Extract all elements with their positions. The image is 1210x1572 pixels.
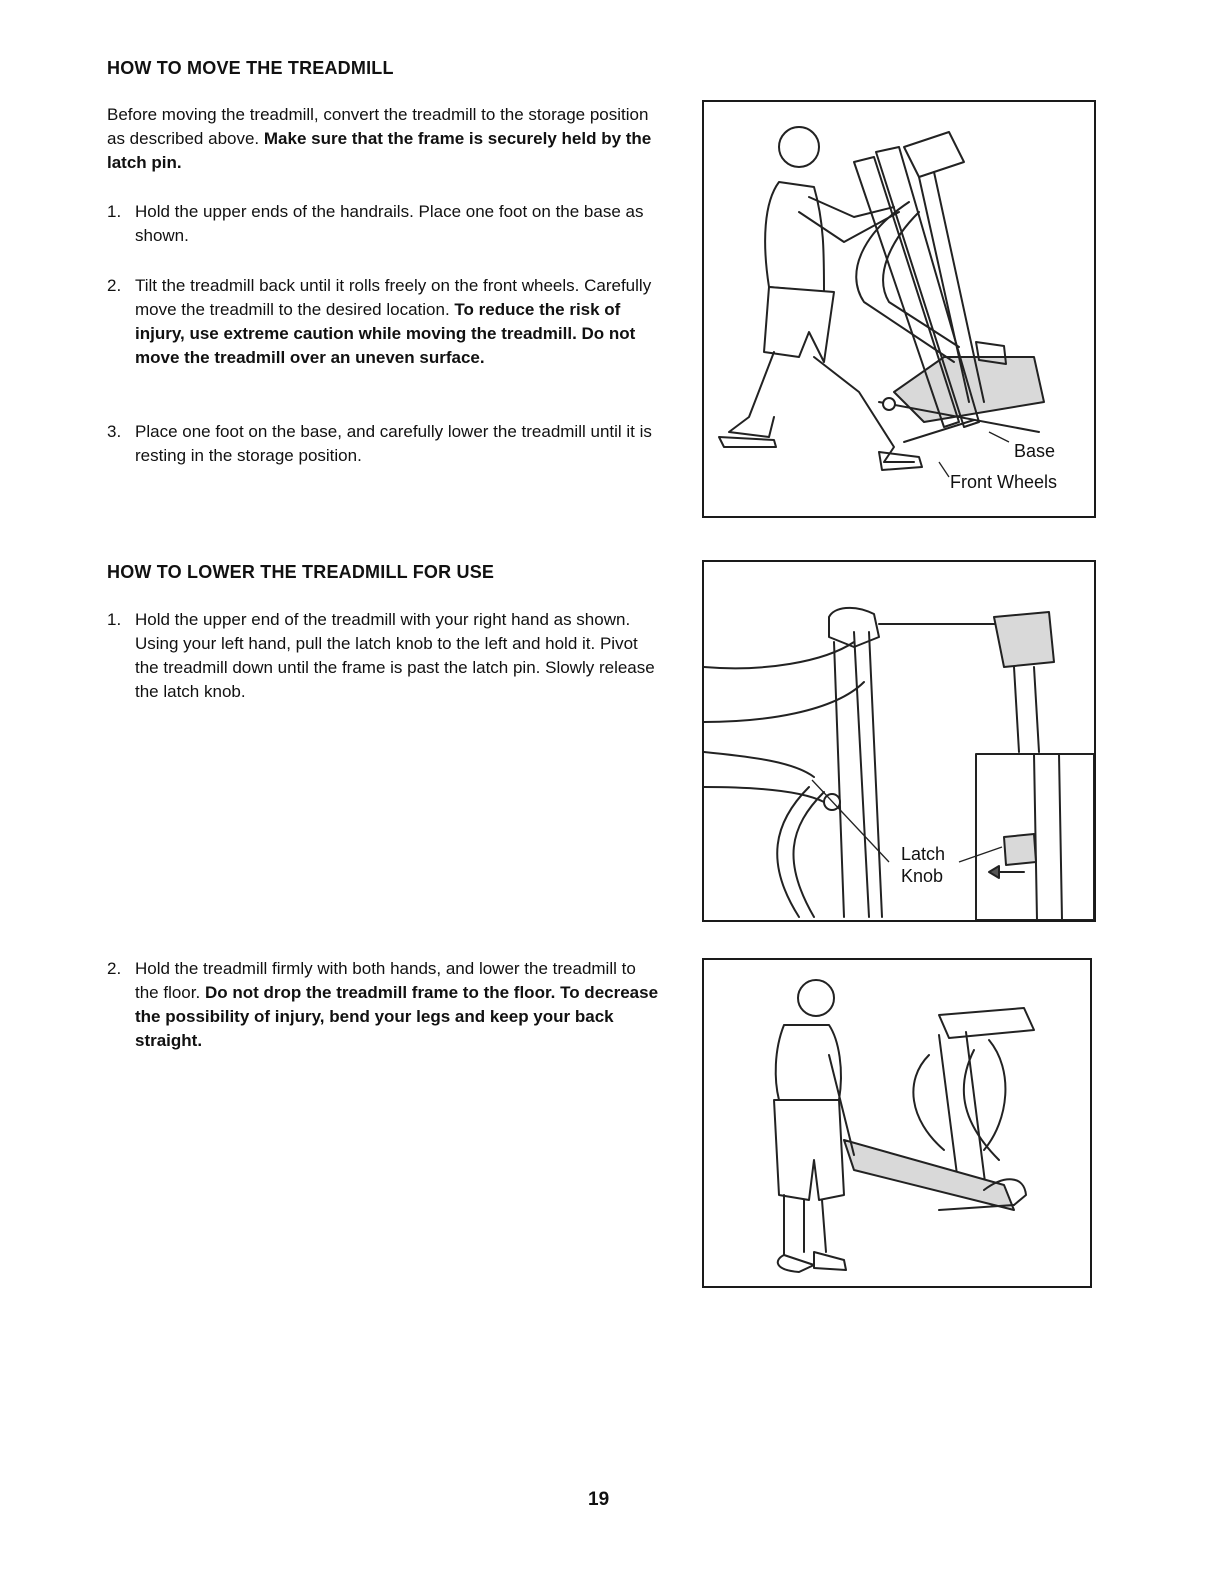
- intro-warning: Make sure that the frame is securely held by the latch pin.: [107, 129, 652, 172]
- figure-lowering-treadmill: [702, 958, 1092, 1288]
- intro-text: Before moving the treadmill, convert the treadmill to the storage position as described above.: [107, 105, 649, 148]
- step-number: 2.: [107, 276, 122, 295]
- figure-moving-treadmill: [702, 100, 1096, 518]
- figure-latch-knob: [702, 560, 1096, 922]
- step-move-1: [135, 200, 660, 248]
- step-lower-2: [135, 957, 660, 1053]
- illustration-person-lowering-treadmill: [704, 960, 1090, 1286]
- section-heading-lower: HOW TO LOWER THE TREADMILL FOR USE: [107, 562, 495, 582]
- step-number: 1.: [107, 202, 122, 221]
- step-move-2: [135, 274, 660, 370]
- step-text: Tilt the treadmill back until it rolls freely on the front wheels. Carefully move the treadmill to the desired location.: [135, 276, 652, 319]
- label-knob-line: Knob: [901, 866, 944, 886]
- step-text: Place one foot on the base, and carefully lower the treadmill until it is resting in the storage position.: [135, 422, 652, 465]
- step-number: 2.: [107, 959, 122, 978]
- section-heading-move: HOW TO MOVE THE TREADMILL: [107, 58, 394, 78]
- intro-paragraph: [107, 103, 667, 175]
- step-number: 1.: [107, 610, 122, 629]
- step-warning: To reduce the risk of injury, use extreme caution while moving the treadmill. Do not move the treadmill over an uneven surface.: [135, 300, 636, 367]
- step-number: 3.: [107, 422, 122, 441]
- label-latch-line: Latch: [901, 844, 946, 864]
- label-latch-knob: [901, 843, 971, 887]
- illustration-latch-knob: [704, 562, 1094, 920]
- step-text: Hold the upper ends of the handrails. Place one foot on the base as shown.: [135, 202, 644, 245]
- page-number: 19: [588, 1489, 610, 1510]
- label-front-wheels: Front Wheels: [950, 472, 1058, 492]
- step-text: Hold the upper end of the treadmill with your right hand as shown. Using your left hand, pull the latch knob to the left and hold it. Pivot the treadmill down until the frame is past the latch pin. Slowly release the latch knob.: [135, 610, 655, 701]
- step-warning: Do not drop the treadmill frame to the floor. To decrease the possibility of injury, bend your legs and keep your back straight.: [135, 983, 659, 1050]
- step-text: Hold the treadmill firmly with both hands, and lower the treadmill to the floor.: [135, 959, 636, 1002]
- step-lower-1: [135, 608, 655, 704]
- step-move-3: [135, 420, 660, 468]
- label-base: Base: [1014, 441, 1056, 461]
